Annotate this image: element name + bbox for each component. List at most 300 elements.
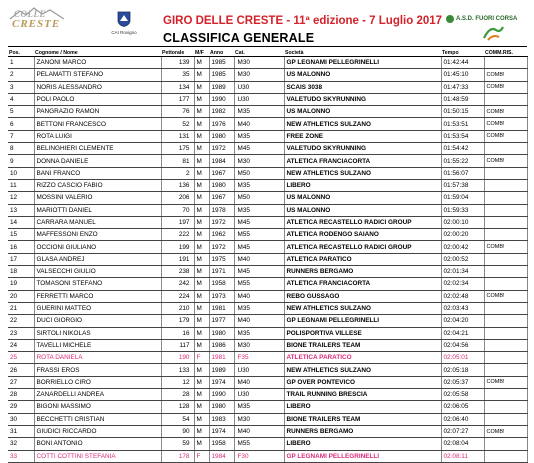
cell-comm <box>484 266 527 278</box>
cell-nome: GLASA ANDREJ <box>34 253 161 265</box>
cell-nome: NORIS ALESSANDRO <box>34 81 161 93</box>
cell-nome: BONI ANTONIO <box>34 438 161 450</box>
cell-cat: M50 <box>234 167 284 179</box>
cell-nome: DONNA DANIELE <box>34 155 161 167</box>
cell-mf: M <box>194 425 209 437</box>
cell-cat: M35 <box>234 401 284 413</box>
cell-cat: U30 <box>234 81 284 93</box>
cell-comm <box>484 216 527 228</box>
cell-tempo: 02:01:34 <box>441 266 484 278</box>
cell-mf: M <box>194 253 209 265</box>
col-comm: COMM.RIS. <box>484 47 527 57</box>
col-anno: Anno <box>209 47 234 57</box>
cell-tempo: 01:50:15 <box>441 106 484 118</box>
table-row <box>8 167 527 179</box>
cell-soc: US MALONNO <box>284 204 441 216</box>
cell-comm <box>484 315 527 327</box>
cell-soc: ATLETICA FRANCIACORTA <box>284 278 441 290</box>
cell-pos: 33 <box>8 450 34 462</box>
cell-pett: 2 <box>161 167 194 179</box>
table-row <box>8 339 527 351</box>
cell-nome: VALSECCHI GIULIO <box>34 266 161 278</box>
cell-nome: MARIOTTI DANIEL <box>34 204 161 216</box>
cell-tempo: 02:08:04 <box>441 438 484 450</box>
col-cat: Cat. <box>234 47 284 57</box>
cell-mf: M <box>194 278 209 290</box>
cell-pett: 28 <box>161 389 194 401</box>
cell-cat: M55 <box>234 278 284 290</box>
cell-comm <box>484 253 527 265</box>
cell-pos: 30 <box>8 413 34 425</box>
crest-label: CAI Rovigno <box>111 30 137 35</box>
cell-anno: 1980 <box>209 130 234 142</box>
cell-tempo: 02:04:56 <box>441 339 484 351</box>
cell-comm <box>484 167 527 179</box>
cell-pos: 7 <box>8 130 34 142</box>
cell-pos: 29 <box>8 401 34 413</box>
cell-anno: 1983 <box>209 413 234 425</box>
cell-comm <box>484 389 527 401</box>
cell-pos: 2 <box>8 69 34 81</box>
cell-cat: M35 <box>234 130 284 142</box>
table-row <box>8 241 527 253</box>
cell-mf: M <box>194 438 209 450</box>
cell-soc: VALETUDO SKYRUNNING <box>284 143 441 155</box>
cell-tempo: 02:05:37 <box>441 376 484 388</box>
cell-anno: 1958 <box>209 438 234 450</box>
cell-mf: M <box>194 376 209 388</box>
cell-anno: 1962 <box>209 229 234 241</box>
cell-nome: ZANARDELLI ANDREA <box>34 389 161 401</box>
logo-line2: CRESTE <box>12 18 61 30</box>
cell-cat: M40 <box>234 253 284 265</box>
table-row <box>8 389 527 401</box>
table-row <box>8 266 527 278</box>
cell-anno: 1974 <box>209 425 234 437</box>
cell-nome: PELAMATTI STEFANO <box>34 69 161 81</box>
cell-pos: 9 <box>8 155 34 167</box>
cell-anno: 1975 <box>209 253 234 265</box>
cell-mf: M <box>194 118 209 130</box>
col-pettorale: Pettorale <box>161 47 194 57</box>
cell-soc: ATLETICA RODENGO SAIANO <box>284 229 441 241</box>
cell-anno: 1972 <box>209 143 234 155</box>
results-table <box>8 46 528 463</box>
cell-soc: GP LEGNAMI PELLEGRINELLI <box>284 450 441 462</box>
cell-pos: 6 <box>8 118 34 130</box>
cell-nome: MAFFESSONI ENZO <box>34 229 161 241</box>
cell-pos: 1 <box>8 57 34 69</box>
cell-pett: 117 <box>161 339 194 351</box>
table-row <box>8 425 527 437</box>
cell-mf: M <box>194 81 209 93</box>
cell-pos: 31 <box>8 425 34 437</box>
cell-cat: F35 <box>234 352 284 364</box>
cell-nome: TOMASONI STEFANO <box>34 278 161 290</box>
cell-pett: 81 <box>161 155 194 167</box>
cell-comm <box>484 327 527 339</box>
cell-nome: BANI FRANCO <box>34 167 161 179</box>
cell-pos: 11 <box>8 179 34 191</box>
cell-anno: 1978 <box>209 204 234 216</box>
table-row <box>8 81 527 93</box>
cell-tempo: 02:05:18 <box>441 364 484 376</box>
cell-comm: COMB! <box>484 69 527 81</box>
cell-anno: 1971 <box>209 266 234 278</box>
event-logo <box>8 7 68 37</box>
cell-anno: 1982 <box>209 106 234 118</box>
cell-soc: US MALONNO <box>284 192 441 204</box>
cell-pett: 139 <box>161 57 194 69</box>
col-nome: Cognome / Nome <box>34 47 161 57</box>
cell-pett: 134 <box>161 81 194 93</box>
cell-anno: 1967 <box>209 167 234 179</box>
cell-nome: FRASSI EROS <box>34 364 161 376</box>
col-societa: Società <box>284 47 441 57</box>
cell-cat: U30 <box>234 389 284 401</box>
cell-soc: LIBERO <box>284 438 441 450</box>
cell-pos: 22 <box>8 315 34 327</box>
cell-cat: M40 <box>234 425 284 437</box>
cell-soc: REBO GUSSAGO <box>284 290 441 302</box>
cell-pos: 23 <box>8 327 34 339</box>
cell-pos: 5 <box>8 106 34 118</box>
cell-anno: 1989 <box>209 364 234 376</box>
cell-tempo: 01:57:38 <box>441 179 484 191</box>
cell-pett: 70 <box>161 204 194 216</box>
cell-comm <box>484 438 527 450</box>
table-row <box>8 290 527 302</box>
cell-anno: 1981 <box>209 352 234 364</box>
cell-pett: 133 <box>161 364 194 376</box>
table-row <box>8 278 527 290</box>
cell-pett: 210 <box>161 302 194 314</box>
cell-mf: M <box>194 315 209 327</box>
cell-tempo: 02:00:52 <box>441 253 484 265</box>
cell-pett: 76 <box>161 106 194 118</box>
cell-cat: M30 <box>234 69 284 81</box>
club-logo-icon <box>446 15 454 23</box>
cell-comm: COMB! <box>484 130 527 142</box>
cell-nome: GUERINI MATTEO <box>34 302 161 314</box>
cell-pos: 3 <box>8 81 34 93</box>
cell-pos: 16 <box>8 241 34 253</box>
cell-tempo: 02:06:05 <box>441 401 484 413</box>
cell-nome: ROTA LUIGI <box>34 130 161 142</box>
cell-cat: M40 <box>234 376 284 388</box>
cell-anno: 1980 <box>209 327 234 339</box>
cell-pos: 20 <box>8 290 34 302</box>
cell-anno: 1972 <box>209 241 234 253</box>
table-row <box>8 364 527 376</box>
cell-pett: 128 <box>161 401 194 413</box>
table-row <box>8 302 527 314</box>
cell-pett: 238 <box>161 266 194 278</box>
cell-cat: U30 <box>234 93 284 105</box>
cell-comm <box>484 339 527 351</box>
cell-nome: POLI PAOLO <box>34 93 161 105</box>
cell-anno: 1972 <box>209 216 234 228</box>
cell-anno: 1958 <box>209 278 234 290</box>
cell-comm <box>484 93 527 105</box>
table-row <box>8 352 527 364</box>
cell-comm: COMB! <box>484 106 527 118</box>
cell-comm: COMB! <box>484 425 527 437</box>
cell-cat: M45 <box>234 143 284 155</box>
cell-comm <box>484 143 527 155</box>
cell-comm <box>484 229 527 241</box>
cell-soc: ATLETICA PARATICO <box>284 253 441 265</box>
cell-pett: 224 <box>161 290 194 302</box>
cell-pett: 190 <box>161 352 194 364</box>
cell-pett: 16 <box>161 327 194 339</box>
cell-cat: M55 <box>234 229 284 241</box>
cell-mf: M <box>194 327 209 339</box>
cell-comm: COMB! <box>484 81 527 93</box>
cell-nome: MOSSINI VALERIO <box>34 192 161 204</box>
cell-mf: M <box>194 155 209 167</box>
cell-cat: M30 <box>234 339 284 351</box>
cell-mf: F <box>194 450 209 462</box>
cell-soc: NEW ATHLETICS SULZANO <box>284 364 441 376</box>
cell-comm <box>484 57 527 69</box>
cell-pett: 59 <box>161 438 194 450</box>
cell-nome: DUCI GIORGIO <box>34 315 161 327</box>
cell-comm <box>484 204 527 216</box>
cell-pos: 19 <box>8 278 34 290</box>
cell-soc: ATLETICA RECASTELLO RADICI GROUP <box>284 241 441 253</box>
cell-pos: 17 <box>8 253 34 265</box>
cell-tempo: 01:45:10 <box>441 69 484 81</box>
cell-mf: M <box>194 266 209 278</box>
cell-soc: TRAIL RUNNING BRESCIA <box>284 389 441 401</box>
cell-anno: 1980 <box>209 179 234 191</box>
cell-tempo: 01:56:07 <box>441 167 484 179</box>
cell-mf: M <box>194 167 209 179</box>
cell-anno: 1985 <box>209 69 234 81</box>
cell-soc: US MALONNO <box>284 106 441 118</box>
cell-comm <box>484 413 527 425</box>
table-row <box>8 130 527 142</box>
runner-icon <box>482 24 504 42</box>
cell-soc: SCAIS 3038 <box>284 81 441 93</box>
cell-cat: F30 <box>234 450 284 462</box>
cell-mf: M <box>194 179 209 191</box>
cell-anno: 1981 <box>209 302 234 314</box>
cell-mf: M <box>194 339 209 351</box>
cell-cat: M35 <box>234 106 284 118</box>
page-subtitle: CLASSIFICA GENERALE <box>163 31 315 45</box>
cell-pos: 4 <box>8 93 34 105</box>
cell-mf: M <box>194 93 209 105</box>
table-row <box>8 413 527 425</box>
cell-soc: GP LEGNAMI PELLEGRINELLI <box>284 315 441 327</box>
cell-nome: ROTA DANIELA <box>34 352 161 364</box>
cell-soc: GP LEGNAMI PELLEGRINELLI <box>284 57 441 69</box>
cell-pett: 191 <box>161 253 194 265</box>
cell-cat: M45 <box>234 266 284 278</box>
cell-mf: M <box>194 106 209 118</box>
cell-soc: ATLETICA FRANCIACORTA <box>284 155 441 167</box>
cell-pett: 177 <box>161 93 194 105</box>
cell-soc: GP OVER PONTEVICO <box>284 376 441 388</box>
club-logo-text: A.S.D. FUORI CORSA <box>456 16 518 22</box>
cell-tempo: 02:02:48 <box>441 290 484 302</box>
cell-soc: NEW ATHLETICS SULZANO <box>284 118 441 130</box>
table-row <box>8 327 527 339</box>
cell-mf: F <box>194 352 209 364</box>
cell-comm <box>484 278 527 290</box>
cell-nome: GIUDICI RICCARDO <box>34 425 161 437</box>
cell-tempo: 02:05:58 <box>441 389 484 401</box>
cell-mf: M <box>194 57 209 69</box>
cell-tempo: 01:55:22 <box>441 155 484 167</box>
cell-cat: M40 <box>234 290 284 302</box>
page-header <box>0 0 534 44</box>
cell-pett: 12 <box>161 376 194 388</box>
cell-anno: 1984 <box>209 155 234 167</box>
cell-nome: PANGRAZIO RAMON <box>34 106 161 118</box>
cell-cat: M40 <box>234 315 284 327</box>
cell-soc: US MALONNO <box>284 69 441 81</box>
cell-mf: M <box>194 290 209 302</box>
cell-nome: BORRIELLO CIRO <box>34 376 161 388</box>
table-row <box>8 57 527 69</box>
cell-pos: 25 <box>8 352 34 364</box>
cell-pos: 18 <box>8 266 34 278</box>
cell-cat: M55 <box>234 438 284 450</box>
cell-pos: 14 <box>8 216 34 228</box>
cell-soc: LIBERO <box>284 179 441 191</box>
cell-nome: BIGONI MASSIMO <box>34 401 161 413</box>
cai-crest-icon <box>117 11 131 27</box>
cell-soc: NEW ATHLETICS SULZANO <box>284 302 441 314</box>
cell-nome: BECCHETTI CRISTIAN <box>34 413 161 425</box>
cell-pos: 10 <box>8 167 34 179</box>
cell-pett: 52 <box>161 118 194 130</box>
cell-mf: M <box>194 413 209 425</box>
cell-nome: BELINGHIERI CLEMENTE <box>34 143 161 155</box>
cell-pos: 15 <box>8 229 34 241</box>
cell-soc: VALETUDO SKYRUNNING <box>284 93 441 105</box>
cell-mf: M <box>194 302 209 314</box>
cell-cat: M35 <box>234 204 284 216</box>
cell-pos: 12 <box>8 192 34 204</box>
table-row <box>8 401 527 413</box>
cell-tempo: 02:00:20 <box>441 229 484 241</box>
cell-soc: BIONE TRAILERS TEAM <box>284 413 441 425</box>
cell-cat: M35 <box>234 327 284 339</box>
cell-anno: 1967 <box>209 192 234 204</box>
table-row <box>8 143 527 155</box>
table-row <box>8 155 527 167</box>
cell-tempo: 01:54:42 <box>441 143 484 155</box>
cell-pos: 27 <box>8 376 34 388</box>
cell-pett: 199 <box>161 241 194 253</box>
table-header-row <box>8 47 527 57</box>
cell-pett: 222 <box>161 229 194 241</box>
cell-nome: RIZZO CASCIO FABIO <box>34 179 161 191</box>
cell-mf: M <box>194 401 209 413</box>
table-row <box>8 118 527 130</box>
cell-anno: 1985 <box>209 57 234 69</box>
col-tempo: Tempo <box>441 47 484 57</box>
cell-pett: 35 <box>161 69 194 81</box>
cell-tempo: 02:00:10 <box>441 216 484 228</box>
cell-mf: M <box>194 130 209 142</box>
cell-mf: M <box>194 229 209 241</box>
cell-pett: 179 <box>161 315 194 327</box>
cell-pett: 242 <box>161 278 194 290</box>
cell-mf: M <box>194 143 209 155</box>
cell-nome: ZANONI MARCO <box>34 57 161 69</box>
cell-cat: M50 <box>234 192 284 204</box>
table-row <box>8 229 527 241</box>
cell-anno: 1986 <box>209 339 234 351</box>
cell-anno: 1973 <box>209 290 234 302</box>
cell-cat: M30 <box>234 413 284 425</box>
table-row <box>8 216 527 228</box>
cell-comm <box>484 179 527 191</box>
page-title: GIRO DELLE CRESTE - 11ª edizione - 7 Luglio 2017 <box>163 15 443 27</box>
col-pos: Pos. <box>8 47 34 57</box>
cell-soc: ATLETICA RECASTELLO RADICI GROUP <box>284 216 441 228</box>
cell-tempo: 02:06:40 <box>441 413 484 425</box>
cell-mf: M <box>194 241 209 253</box>
col-mf: M/F <box>194 47 209 57</box>
cell-pett: 90 <box>161 425 194 437</box>
table-row <box>8 69 527 81</box>
cell-pos: 32 <box>8 438 34 450</box>
cell-soc: BIONE TRAILERS TEAM <box>284 339 441 351</box>
cell-anno: 1976 <box>209 118 234 130</box>
table-row <box>8 106 527 118</box>
cell-mf: M <box>194 69 209 81</box>
cell-pos: 21 <box>8 302 34 314</box>
cell-mf: M <box>194 389 209 401</box>
table-row <box>8 179 527 191</box>
cell-anno: 1984 <box>209 450 234 462</box>
table-row <box>8 438 527 450</box>
cell-tempo: 02:02:34 <box>441 278 484 290</box>
cell-nome: COTTI COTTINI STEFANIA <box>34 450 161 462</box>
cell-comm <box>484 364 527 376</box>
cell-comm <box>484 352 527 364</box>
cell-cat: M45 <box>234 241 284 253</box>
cell-cat: M40 <box>234 118 284 130</box>
cell-comm: COMB! <box>484 290 527 302</box>
cell-anno: 1990 <box>209 389 234 401</box>
table-row <box>8 192 527 204</box>
cell-anno: 1989 <box>209 81 234 93</box>
cell-nome: CARRARA MANUEL <box>34 216 161 228</box>
logo-line1: COLLE <box>14 9 47 19</box>
cell-cat: M30 <box>234 57 284 69</box>
cell-pett: 54 <box>161 413 194 425</box>
cell-pos: 8 <box>8 143 34 155</box>
cell-soc: ATLETICA PARATICO <box>284 352 441 364</box>
cell-soc: LIBERO <box>284 401 441 413</box>
cell-soc: POLISPORTIVA VILLESE <box>284 327 441 339</box>
cell-nome: BETTONI FRANCESCO <box>34 118 161 130</box>
cell-comm: COMB! <box>484 241 527 253</box>
cell-tempo: 02:08:11 <box>441 450 484 462</box>
cell-pett: 131 <box>161 130 194 142</box>
cell-comm: COMB! <box>484 155 527 167</box>
cell-mf: M <box>194 216 209 228</box>
table-row <box>8 93 527 105</box>
cell-mf: M <box>194 204 209 216</box>
